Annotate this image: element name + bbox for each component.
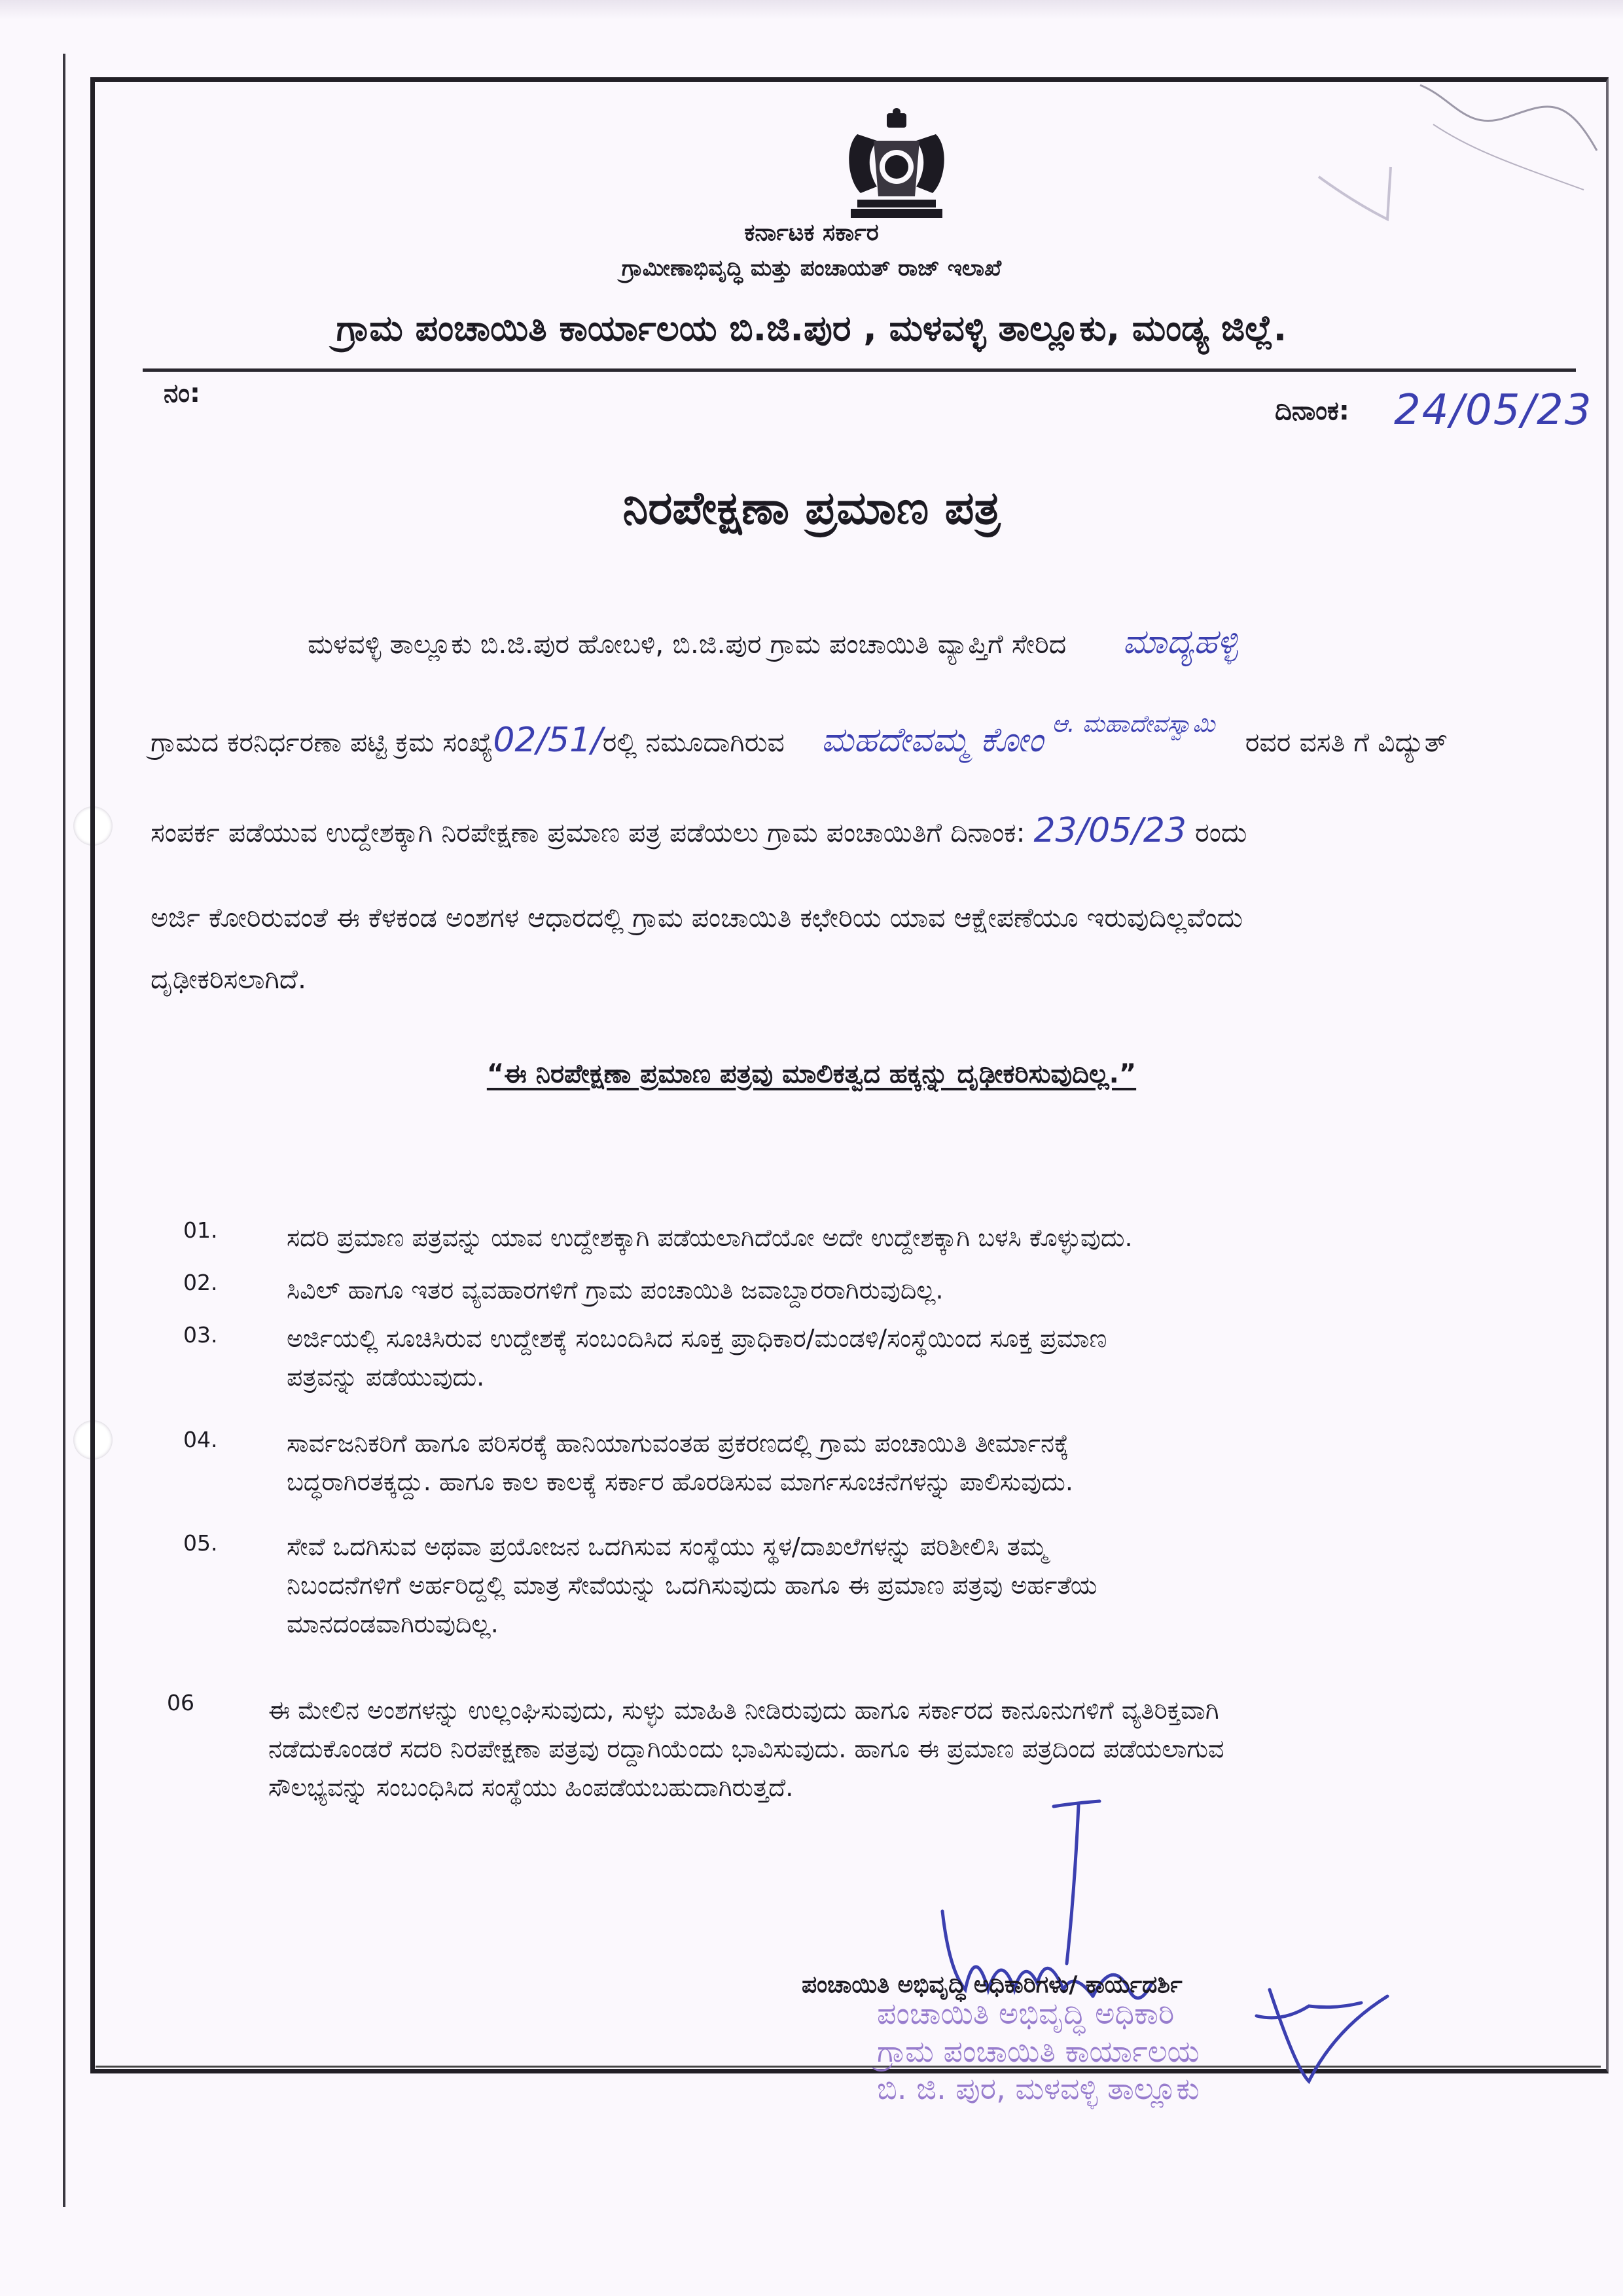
condition-line: ಈ ಮೇಲಿನ ಅಂಶಗಳನ್ನು ಉಲ್ಲಂಘಿಸುವುದು, ಸುಳ್ಳು ಮಾಹಿತಿ ನೀಡಿರುವುದು ಹಾಗೂ ಸರ್ಕಾರದ ಕಾನೂನುಗಳಿಗೆ ವ್ಯತಿರಿಕ್ತವಾಗಿ: [268, 1696, 1219, 1725]
body-line-1: [308, 620, 1623, 665]
condition-number: 04.: [183, 1427, 218, 1452]
body-text: ಗ್ರಾಮದ ಕರನಿರ್ಧರಣಾ ಪಟ್ಟಿ ಕ್ರಮ ಸಂಖ್ಯೆ: [151, 726, 493, 758]
office-name: ಗ್ರಾಮ ಪಂಚಾಯಿತಿ ಕಾರ್ಯಾಲಯ ಬಿ.ಜಿ.ಪುರ , ಮಳವಳ್ಳಿ ತಾಲ್ಲೂಕು, ಮಂಡ್ಯ ಜಿಲ್ಲೆ.: [336, 308, 1287, 349]
stamp-line: ಗ್ರಾಮ ಪಂಚಾಯಿತಿ ಕಾರ್ಯಾಲಯ: [877, 2033, 1200, 2069]
condition-text: [268, 1691, 1224, 1807]
application-date-handwritten: 23/05/23: [1033, 811, 1186, 850]
condition-line: ಸಿವಿಲ್ ಹಾಗೂ ಇತರ ವ್ಯವಹಾರಗಳಿಗೆ ಗ್ರಾಮ ಪಂಚಾಯಿತಿ ಜವಾಬ್ದಾರರಾಗಿರುವುದಿಲ್ಲ.: [287, 1276, 944, 1304]
applicant-husband-name-handwritten: ಆ. ಮಹಾದೇವಸ್ವಾಮಿ: [1052, 711, 1215, 738]
date-value-handwritten: 24/05/23: [1394, 386, 1593, 435]
condition-text: [287, 1319, 1107, 1397]
condition-number: 02.: [183, 1270, 218, 1295]
disclaimer-text: “ಈ ನಿರಪೇಕ್ಷಣಾ ಪ್ರಮಾಣ ಪತ್ರವು ಮಾಲಿಕತ್ವದ ಹಕ್ಕನ್ನು ದೃಢೀಕರಿಸುವುದಿಲ್ಲ.”: [486, 1059, 1137, 1089]
condition-line: ನಡೆದುಕೊಂಡರೆ ಸದರಿ ನಿರಪೇಕ್ಷಣಾ ಪತ್ರವು ರದ್ದಾಗಿಯೆಂದು ಭಾವಿಸುವುದು. ಹಾಗೂ ಈ ಪ್ರಮಾಣ ಪತ್ರದಿಂದ ಪಡೆಯಲಾಗುವ: [268, 1734, 1224, 1763]
condition-text: [287, 1528, 1097, 1643]
condition-line: ಬದ್ಧರಾಗಿರತಕ್ಕದ್ದು. ಹಾಗೂ ಕಾಲ ಕಾಲಕ್ಕೆ ಸರ್ಕಾರ ಹೊರಡಿಸುವ ಮಾರ್ಗಸೂಚನೆಗಳನ್ನು ಪಾಲಿಸುವುದು.: [287, 1467, 1073, 1496]
karnataka-emblem-icon: [831, 108, 962, 223]
applicant-name-handwritten: ಮಹದೇವಮ್ಮ ಕೋಂ: [821, 721, 1044, 760]
condition-number: 01.: [183, 1217, 218, 1243]
condition-line: ಸದರಿ ಪ್ರಮಾಣ ಪತ್ರವನ್ನು ಯಾವ ಉದ್ದೇಶಕ್ಕಾಗಿ ಪಡೆಯಲಾಗಿದೆಯೋ ಅದೇ ಉದ್ದೇಶಕ್ಕಾಗಿ ಬಳಸಿ ಕೊಳ್ಳುವುದು.: [287, 1223, 1133, 1252]
stamp-line: ಪಂಚಾಯಿತಿ ಅಭಿವೃದ್ಧಿ ಅಧಿಕಾರಿ: [877, 1996, 1175, 2031]
condition-text: [287, 1271, 944, 1310]
date-label: ದಿನಾಂಕ:: [1275, 396, 1349, 426]
department-name: ಗ್ರಾಮೀಣಾಭಿವೃದ್ಧಿ ಮತ್ತು ಪಂಚಾಯತ್ ರಾಜ್ ಇಲಾಖೆ: [621, 255, 1002, 281]
condition-line: ನಿಬಂದನೆಗಳಿಗೆ ಅರ್ಹರಿದ್ದಲ್ಲಿ ಮಾತ್ರ ಸೇವೆಯನ್ನು ಒದಗಿಸುವುದು ಹಾಗೂ ಈ ಪ್ರಮಾಣ ಪತ್ರವು ಅರ್ಹತೆಯ: [287, 1570, 1097, 1600]
body-text: ರವರ ವಸತಿ ಗೆ ವಿದ್ಯುತ್: [1245, 726, 1448, 758]
body-line-5: ದೃಢೀಕರಿಸಲಾಗಿದೆ.: [151, 963, 307, 995]
condition-number: 05.: [183, 1530, 218, 1556]
body-text: ಮಳವಳ್ಳಿ ತಾಲ್ಲೂಕು ಬಿ.ಜಿ.ಪುರ ಹೋಬಳಿ, ಬಿ.ಜಿ.ಪುರ ಗ್ರಾಮ ಪಂಚಾಯಿತಿ ವ್ಯಾಪ್ತಿಗೆ ಸೇರಿದ: [308, 628, 1067, 660]
reference-number-label: ನಂ:: [164, 378, 200, 408]
body-line-2: [151, 711, 1620, 763]
header-divider: [143, 368, 1576, 372]
body-line-3: [151, 809, 1620, 853]
condition-line: ಅರ್ಜಿಯಲ್ಲಿ ಸೂಚಿಸಿರುವ ಉದ್ದೇಶಕ್ಕೆ ಸಂಬಂದಿಸಿದ ಸೂಕ್ತ ಪ್ರಾಧಿಕಾರ/ಮಂಡಳಿ/ಸಂಸ್ಥೆಯಿಂದ ಸೂಕ್ತ ಪ್ರಮಾಣ: [287, 1324, 1107, 1353]
condition-line: ಪತ್ರವನ್ನು ಪಡೆಯುವುದು.: [287, 1362, 485, 1391]
page-margin-line: [63, 54, 65, 2207]
body-text: ರಲ್ಲಿ ನಮೂದಾಗಿರುವ: [602, 726, 785, 758]
body-text: ಸಂಪರ್ಕ ಪಡೆಯುವ ಉದ್ದೇಶಕ್ಕಾಗಿ ನಿರಪೇಕ್ಷಣಾ ಪ್ರಮಾಣ ಪತ್ರ ಪಡೆಯಲು ಗ್ರಾಮ ಪಂಚಾಯಿತಿಗೆ ದಿನಾಂಕ:: [151, 817, 1026, 848]
ownership-disclaimer: [0, 1059, 1623, 1089]
village-name-handwritten: ಮಾದ್ಯಹಳ್ಳಿ: [1122, 622, 1238, 662]
condition-number: 03.: [183, 1322, 218, 1348]
certificate-title: ನಿರಪೇಕ್ಷಣಾ ಪ್ರಮಾಣ ಪತ್ರ: [622, 481, 1001, 535]
body-line-4: ಅರ್ಜಿ ಕೋರಿರುವಂತೆ ಈ ಕೆಳಕಂಡ ಅಂಶಗಳ ಆಧಾರದಲ್ಲಿ ಗ್ರಾಮ ಪಂಚಾಯಿತಿ ಕಛೇರಿಯ ಯಾವ ಆಕ್ಷೇಪಣೆಯೂ ಇರುವುದಿಲ್ಲವೆಂದು: [151, 902, 1243, 933]
condition-line: ಸೌಲಭ್ಯವನ್ನು ಸಂಬಂಧಿಸಿದ ಸಂಸ್ಥೆಯು ಹಿಂಪಡೆಯಬಹುದಾಗಿರುತ್ತದೆ.: [268, 1772, 794, 1802]
faint-check-mark-icon: [1315, 164, 1394, 223]
government-name: ಕರ್ನಾಟಕ ಸರ್ಕಾರ: [744, 219, 879, 246]
stamp-line: ಬಿ. ಜಿ. ಪುರ, ಮಳವಳ್ಳಿ ತಾಲ್ಲೂಕು: [877, 2071, 1200, 2106]
decorative-scribble-icon: [1414, 72, 1603, 203]
office-stamp: [877, 1995, 1200, 2108]
condition-line: ಸೇವೆ ಒದಗಿಸುವ ಅಥವಾ ಪ್ರಯೋಜನ ಒದಗಿಸುವ ಸಂಸ್ಥೆಯು ಸ್ಥಳ/ದಾಖಲೆಗಳನ್ನು ಪರಿಶೀಲಿಸಿ ತಮ್ಮ: [287, 1532, 1048, 1561]
condition-text: [287, 1219, 1133, 1257]
body-text: ರಂದು: [1195, 817, 1247, 848]
scan-edge: [0, 0, 1623, 20]
serial-number-handwritten: 02/51/: [493, 721, 603, 760]
condition-number: 06: [167, 1690, 194, 1715]
signatory-designation: ಪಂಚಾಯಿತಿ ಅಭಿವೃದ್ಧಿ ಅಧಿಕಾರಿಗಳು/ ಕಾರ್ಯದರ್ಶಿ: [802, 1971, 1183, 1998]
condition-line: ಮಾನದಂಡವಾಗಿರುವುದಿಲ್ಲ.: [287, 1609, 499, 1638]
condition-line: ಸಾರ್ವಜನಿಕರಿಗೆ ಹಾಗೂ ಪರಿಸರಕ್ಕೆ ಹಾನಿಯಾಗುವಂತಹ ಪ್ರಕರಣದಲ್ಲಿ ಗ್ರಾಮ ಪಂಚಾಯಿತಿ ತೀರ್ಮಾನಕ್ಕೆ: [287, 1429, 1069, 1458]
condition-text: [287, 1424, 1073, 1501]
